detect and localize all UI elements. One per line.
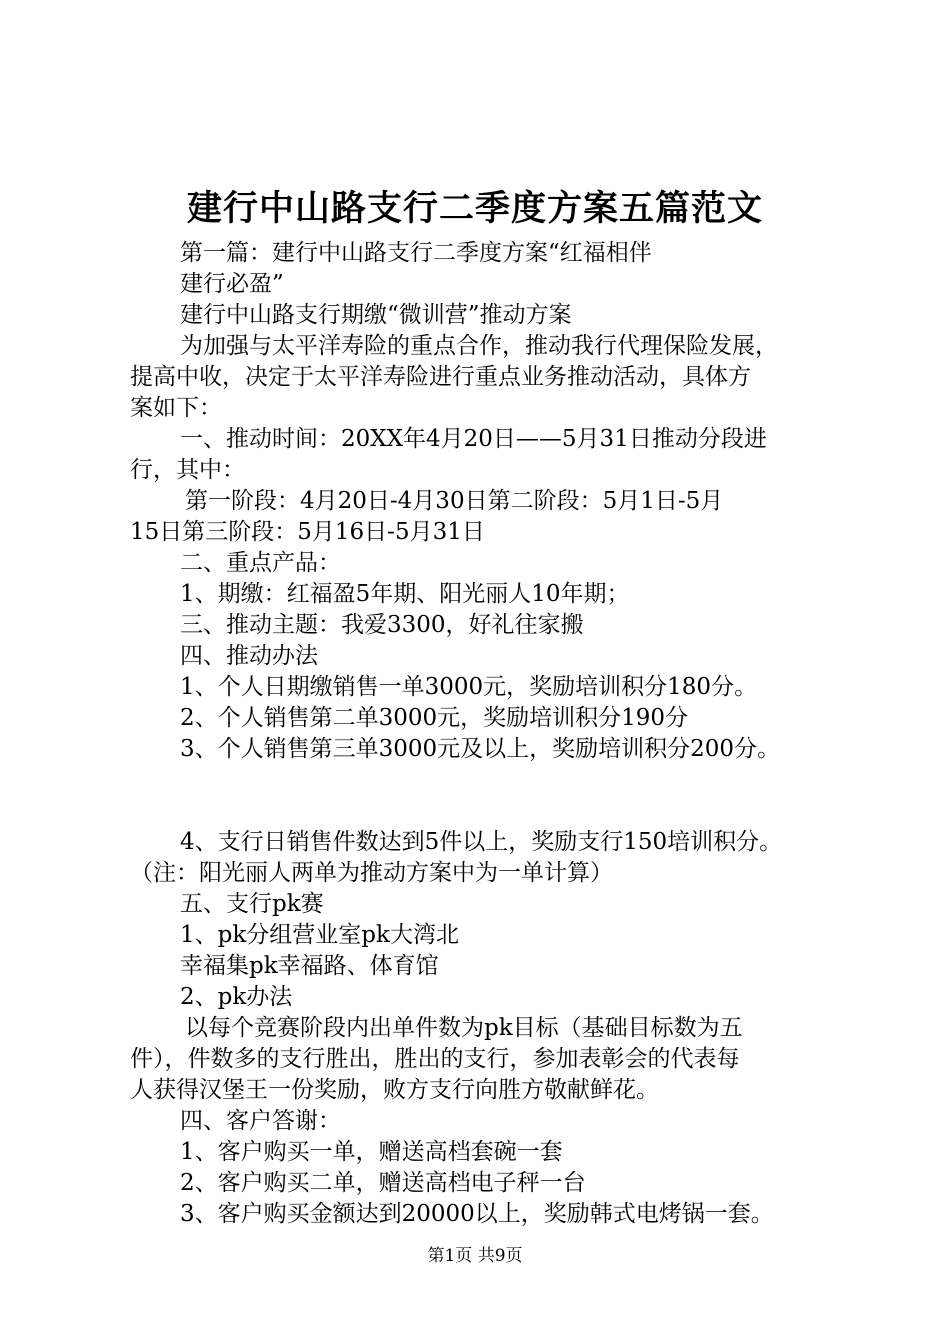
paragraph-line: 提高中收，决定于太平洋寿险进行重点业务推动活动，具体方: [130, 364, 751, 390]
page-footer: 第1页 共9页: [427, 1246, 523, 1266]
paragraph-line: 2、客户购买二单，赠送高档电子秤一台: [180, 1170, 586, 1196]
paragraph-line: （注：阳光丽人两单为推动方案中为一单计算）: [130, 860, 613, 886]
paragraph-line: 15日第三阶段：5月16日-5月31日: [130, 519, 485, 545]
paragraph-line: 行，其中：: [130, 457, 245, 483]
paragraph-line: 2、pk办法: [180, 984, 293, 1010]
document-title: 建行中山路支行二季度方案五篇范文: [186, 188, 763, 229]
paragraph-line: 建行必盈”: [180, 271, 284, 297]
paragraph-gap: [130, 765, 845, 827]
paragraph-line: 1、pk分组营业室pk大湾北: [180, 922, 459, 948]
paragraph-line: 一、推动时间：20XX年4月20日——5月31日推动分段进: [180, 426, 767, 452]
paragraph-line: 2、个人销售第二单3000元，奖励培训积分190分: [180, 705, 689, 731]
paragraph-line: 3、客户购买金额达到20000以上，奖励韩式电烤锅一套。: [180, 1201, 774, 1227]
paragraph-line: 1、期缴：红福盈5年期、阳光丽人10年期；: [180, 581, 630, 607]
paragraph-line: 以每个竞赛阶段内出单件数为pk目标（基础目标数为五: [185, 1015, 743, 1041]
paragraph-line: 四、推动办法: [180, 643, 318, 669]
paragraph-line: 第一篇：建行中山路支行二季度方案“红福相伴: [180, 240, 652, 266]
paragraph-line: 二、重点产品：: [180, 550, 341, 576]
paragraph-line: 1、客户购买一单，赠送高档套碗一套: [180, 1139, 563, 1165]
paragraph-line: 3、个人销售第三单3000元及以上，奖励培训积分200分。: [180, 736, 781, 762]
paragraph-line: 建行中山路支行期缴“微训营”推动方案: [180, 302, 572, 328]
paragraph-line: 五、支行pk赛: [180, 891, 324, 917]
paragraph-line: 件），件数多的支行胜出，胜出的支行，参加表彰会的代表每: [130, 1046, 740, 1072]
paragraph-line: 案如下：: [130, 395, 222, 421]
document-body: [130, 238, 845, 1230]
paragraph-line: 三、推动主题：我爱3300，好礼往家搬: [180, 612, 584, 638]
paragraph-line: 4、支行日销售件数达到5件以上，奖励支行150培训积分。: [180, 829, 783, 855]
paragraph-line: 幸福集pk幸福路、体育馆: [180, 953, 439, 979]
paragraph-line: 人获得汉堡王一份奖励，败方支行向胜方敬献鲜花。: [130, 1077, 659, 1103]
paragraph-line: 第一阶段：4月20日-4月30日第二阶段：5月1日-5月: [185, 488, 724, 514]
paragraph-line: 为加强与太平洋寿险的重点合作，推动我行代理保险发展，: [180, 333, 778, 359]
paragraph-line: 1、个人日期缴销售一单3000元，奖励培训积分180分。: [180, 674, 758, 700]
paragraph-line: 四、客户答谢：: [180, 1108, 341, 1134]
